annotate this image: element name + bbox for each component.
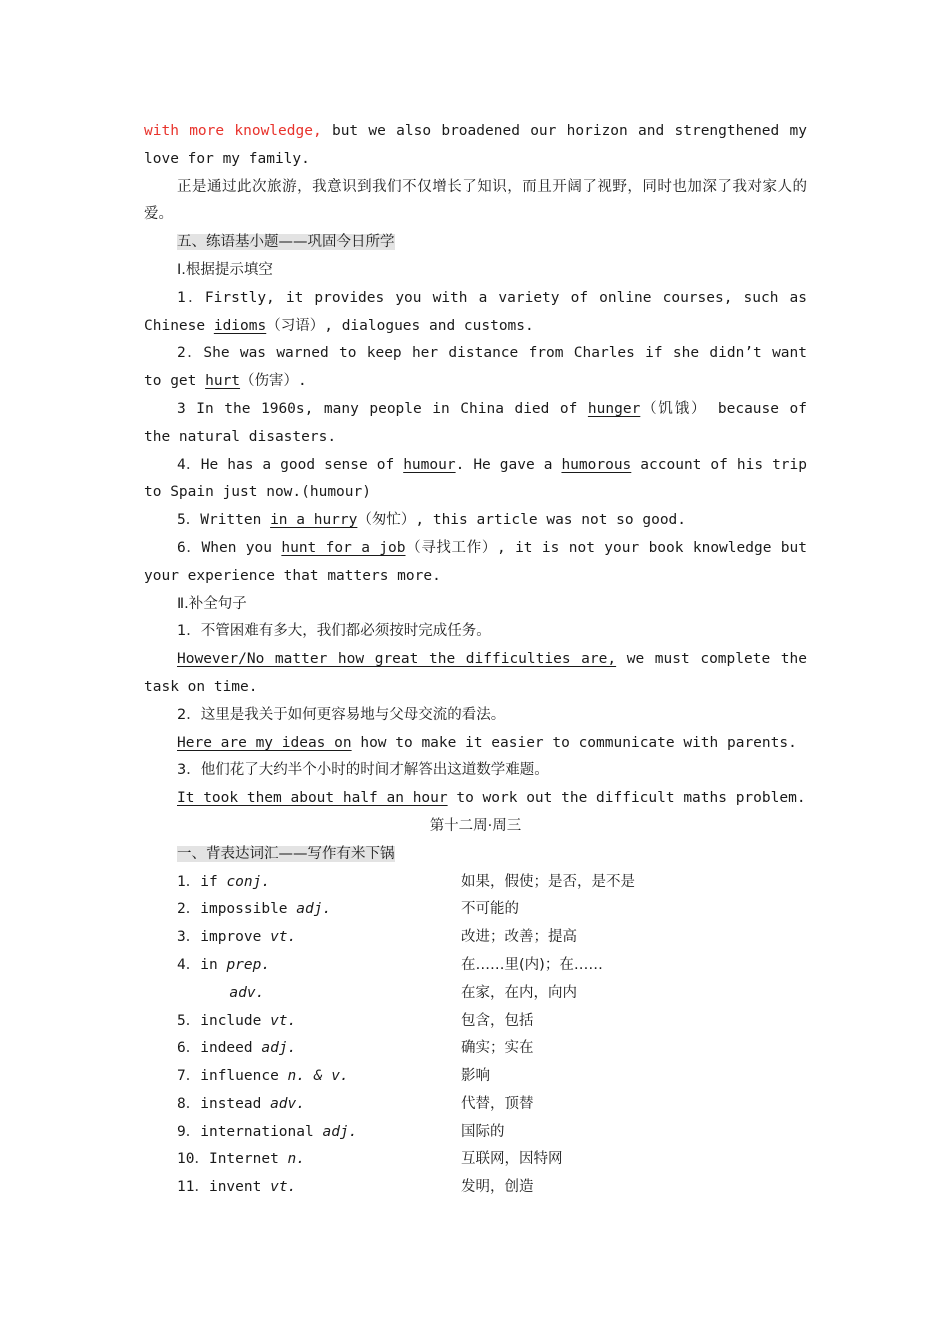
vocab-row: [144, 1008, 807, 1036]
vocab-row: [144, 1091, 807, 1119]
exercise-text: 1．Firstly, it provides you with a variety of online courses, such as Chinese: [144, 289, 807, 334]
exercise-item: [144, 452, 807, 508]
answer-blank: Here are my ideas on: [177, 734, 352, 751]
vocab-word: impossible: [200, 901, 288, 918]
vocab-row: [144, 869, 807, 897]
vocab-meaning: 如果，假使；是否，是不是: [461, 873, 635, 890]
vocab-row: [144, 1174, 807, 1202]
vocab-meaning: 代替，顶替: [461, 1095, 534, 1112]
vocab-word: international: [200, 1123, 314, 1140]
vocab-part-of-speech: adv.: [270, 1095, 305, 1112]
exercise-answer-line: [144, 730, 807, 758]
part-1-heading: Ⅰ.根据提示填空: [177, 261, 273, 278]
vocab-number: 5．: [177, 1012, 201, 1029]
vocab-part-of-speech: vt.: [270, 929, 297, 946]
exercise-text: （伤害）.: [240, 373, 307, 390]
vocab-term: [144, 1008, 461, 1036]
vocab-meaning: 在……里(内)；在……: [461, 956, 603, 973]
vocab-term: [144, 1174, 461, 1202]
exercise-answer-line: [144, 646, 807, 702]
vocab-meaning: 发明，创造: [461, 1179, 534, 1196]
exercise-text: （寻找工作）, it is not your book knowledge but your experience that matters more.: [144, 539, 807, 584]
exercise-item: [144, 340, 807, 396]
vocab-number: 3．: [177, 929, 201, 946]
vocab-part-of-speech: adv.: [229, 984, 265, 1001]
vocab-row: [144, 952, 807, 980]
exercise-prompt: 3．他们花了大约半个小时的时间才解答出这道数学难题。: [177, 762, 549, 779]
vocab-number: 2．: [177, 901, 201, 918]
vocab-meaning: 在家，在内，向内: [461, 984, 577, 1001]
vocab-part-of-speech: vt.: [270, 1012, 297, 1029]
vocab-term: [144, 1146, 461, 1174]
vocab-part-of-speech: adj.: [261, 1040, 297, 1057]
vocab-row: [144, 924, 807, 952]
vocabulary-list: [144, 869, 807, 1203]
vocab-term: [144, 924, 461, 952]
answer-blank: in a hurry: [270, 512, 358, 529]
vocab-number: 10．: [177, 1151, 209, 1168]
exercise-text: （习语）, dialogues and customs.: [266, 317, 534, 334]
answer-blank: humorous: [561, 456, 632, 473]
answer-blank: idioms: [213, 317, 267, 334]
section-1-heading: 一、背表达词汇——写作有米下锅: [177, 845, 395, 862]
answer-blank: humour: [403, 456, 456, 473]
vocab-term: [144, 1063, 461, 1091]
vocab-meaning: 影响: [461, 1068, 490, 1085]
document-content: [144, 118, 807, 1202]
exercise-answer-line: [144, 785, 807, 813]
vocab-part-of-speech: vt.: [270, 1179, 297, 1196]
answer-blank: hurt: [205, 373, 241, 390]
vocab-part-of-speech: adj.: [296, 901, 332, 918]
exercise-text: account of his trip to Spain just now.(humour): [144, 456, 807, 501]
vocab-row: [144, 1119, 807, 1147]
exercise-item: [144, 396, 807, 452]
vocab-term: [144, 1119, 461, 1147]
exercise-text: 3 In the 1960s, many people in China died of: [177, 400, 588, 417]
vocab-term: [144, 869, 461, 897]
exercise-text: to work out the difficult maths problem.: [447, 790, 806, 807]
vocab-word: invent: [208, 1179, 262, 1196]
exercise-text: （饥饿） because of the natural disasters.: [144, 400, 807, 445]
vocab-meaning: 改进；改善；提高: [461, 929, 577, 946]
vocab-number: 9．: [177, 1123, 201, 1140]
vocab-word: include: [200, 1012, 262, 1029]
exercise-text: how to make it easier to communicate with parents.: [351, 734, 797, 751]
vocab-term: [144, 896, 461, 924]
exercise-item: [144, 285, 807, 341]
vocab-number: 1．: [177, 873, 201, 890]
vocab-row: [144, 980, 807, 1008]
answer-blank: However/No matter how great the difficulties are,: [177, 651, 617, 668]
answer-blank: hunt for a job: [281, 539, 406, 556]
vocab-row: [144, 896, 807, 924]
exercise-prompt: 1．不管困难有多大，我们都必须按时完成任务。: [177, 623, 491, 640]
week-title: 第十二周·周三: [429, 817, 522, 834]
vocab-term: [144, 1091, 461, 1119]
vocab-part-of-speech: prep.: [226, 956, 271, 973]
vocab-number: 4．: [177, 956, 201, 973]
vocab-number: 8．: [177, 1095, 201, 1112]
exercise-text: 6．When you: [177, 539, 282, 556]
exercise-text: we must complete the task on time.: [144, 651, 807, 695]
vocab-word: in: [200, 956, 218, 973]
vocab-row: [144, 1035, 807, 1063]
exercise-prompt: 2．这里是我关于如何更容易地与父母交流的看法。: [177, 706, 506, 723]
vocab-part-of-speech: n.: [287, 1151, 306, 1168]
vocab-word: improve: [200, 929, 262, 946]
sentence-completion-exercises: [144, 618, 807, 813]
vocab-row: [144, 1146, 807, 1174]
vocab-part-of-speech: adj.: [322, 1123, 358, 1140]
vocab-meaning: 互联网，因特网: [461, 1151, 563, 1168]
exercise-text: （匆忙）, this article was not so good.: [357, 512, 687, 529]
vocab-word: if: [200, 873, 218, 890]
exercise-text: 4．He has a good sense of: [177, 456, 404, 473]
vocab-row: [144, 1063, 807, 1091]
vocab-number: 6．: [177, 1040, 201, 1057]
vocab-part-of-speech: n. & v.: [287, 1068, 349, 1085]
vocab-term: [144, 952, 461, 980]
exercise-text: . He gave a: [455, 456, 562, 473]
vocab-part-of-speech: conj.: [226, 873, 271, 890]
vocab-number: 7．: [177, 1068, 201, 1085]
vocab-word: Internet: [208, 1151, 279, 1168]
vocab-meaning: 国际的: [461, 1123, 505, 1140]
vocab-term: [144, 980, 461, 1008]
vocab-meaning: 确实；实在: [461, 1040, 534, 1057]
exercise-text: 5．Written: [177, 512, 271, 529]
vocab-number: 11．: [177, 1179, 209, 1196]
exercise-item: [144, 507, 807, 535]
vocab-meaning: 包含，包括: [461, 1012, 534, 1029]
exercise-text: 2．She was warned to keep her distance from Charles if she didn’t want to get: [144, 345, 807, 390]
vocab-word: indeed: [200, 1040, 253, 1057]
fill-in-exercises: [144, 285, 807, 591]
vocab-word: instead: [200, 1095, 262, 1112]
highlighted-phrase: with more knowledge,: [144, 123, 322, 139]
vocab-meaning: 不可能的: [461, 901, 519, 918]
section-5-heading: 五、练语基小题——巩固今日所学: [177, 234, 395, 251]
exercise-item: [144, 535, 807, 591]
intro-chinese: 正是通过此次旅游，我意识到我们不仅增长了知识，而且开阔了视野，同时也加深了我对家人的爱。: [144, 178, 807, 223]
intro-english: with more knowledge, but we also broadened our horizon and strengthened my love for my family.: [144, 123, 807, 167]
vocab-word: influence: [200, 1068, 279, 1085]
answer-blank: It took them about half an hour: [177, 790, 448, 807]
answer-blank: hunger: [587, 400, 641, 417]
vocab-term: [144, 1035, 461, 1063]
part-2-heading: Ⅱ.补全句子: [177, 595, 247, 612]
